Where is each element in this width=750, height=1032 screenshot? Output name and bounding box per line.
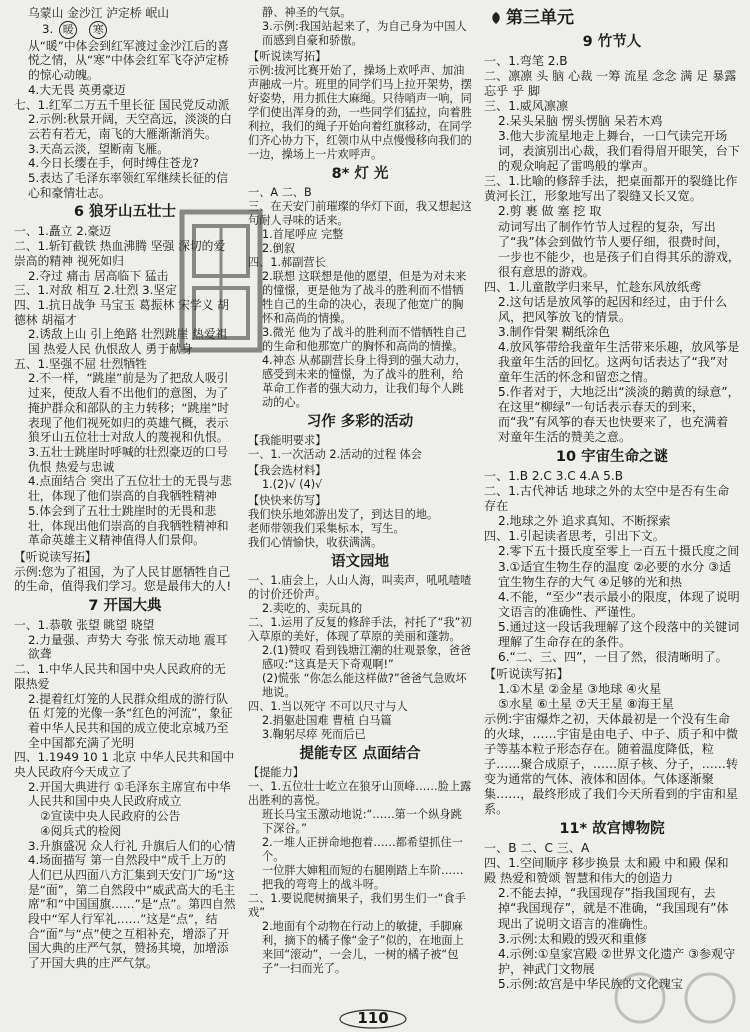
answer-line: 一、1.恭敬 张望 眺望 晓望	[14, 618, 155, 633]
answer-line: 2.呆头呆脑 愣头愣脑 呆若木鸡	[498, 114, 663, 129]
answer-line: 四、1.儿童散学归来早，忙趁东风放纸鸢	[484, 279, 702, 294]
answer-line: 3.微光 他为了战斗的胜利而不惜牺牲自己的生命和他那宽广的胸怀和高尚的情操。	[262, 326, 467, 353]
answer-line: 2.零下五十摄氏度至零上一百五十摄氏度之间	[498, 544, 740, 559]
circled-character: 暖	[59, 21, 77, 39]
subsection-label: 【提能力】	[248, 766, 304, 779]
answer-line: 6.“二、三、四”，一目了然，很清晰明了。	[498, 649, 728, 664]
answer-line: 1.(2)√ (4)√	[262, 478, 323, 491]
answer-line: 5.示例:故宫是中华民族的文化瑰宝	[498, 976, 683, 991]
answer-line: 2.倒叙	[262, 242, 296, 255]
answer-line: 示例:您为了祖国，为了人民甘愿牺牲自己的生命，值得我们学习。您是最伟大的人!	[14, 564, 232, 594]
answer-line: 2.诱敌上山 引上绝路 壮烈跳崖 热爱祖国 热爱人民 仇恨敌人 勇于献身	[28, 327, 228, 357]
unit-title: 第三单元	[506, 8, 574, 28]
answer-line: 1.首尾呼应 完整	[262, 228, 344, 241]
stamp-mark	[176, 206, 266, 356]
answer-line: 三、1.比喻的修辞手法，把桌面都开的裂缝比作黄河长江，形象地写出了裂缝又长又宽。	[484, 174, 738, 204]
answer-line: ④阅兵式的检阅	[40, 823, 122, 838]
circled-character: 寒	[89, 21, 107, 39]
answer-line: (2)慌张 “你怎么能这样做?”爸爸气急败坏地说。	[262, 672, 467, 699]
answer-line: 5.表达了毛泽东率领红军继续长征的信心和豪情壮志。	[28, 171, 229, 200]
right-column	[484, 6, 740, 992]
unit-heading	[484, 6, 740, 30]
answer-line: 老师带领我们采集标本，写生。	[248, 522, 405, 535]
answer-line: 2.不能去掉，“我国现存”指我国现有，去掉“我国现存”，就是不准确，“我国现有”体现出了说明文语言的准确性。	[498, 886, 729, 931]
subsection-label: 【听说读写拓】	[484, 666, 569, 681]
answer-line: 3.天高云淡，望断南飞雁。	[28, 141, 170, 156]
answer-line: 2.联想 这联想是他的愿望，但是为对未来的憧憬，更是他为了战斗的胜利而不惜牺牲自己的生命的决心，表现了他宽广的胸怀和高尚的情操。	[262, 270, 467, 325]
answer-line: 一、1.庙会上，人山人海，叫卖声，吼吼喳喳的讨价还价声。	[248, 574, 472, 601]
answer-line: 2.(1)赞叹 看到钱塘江潮的壮观景象，爸爸感叹:“这真是天下奇观啊!”	[262, 644, 472, 671]
answer-line: 2.示例:秋景开阔，天空高远，淡淡的白云若有若无，南飞的大雁渐渐消失。	[28, 112, 232, 141]
answer-line: 示例:宇宙爆炸之初，天体最初是一个没有生命的火球，……宇宙是由电子、中子、质子和中微子等基本粒子形态存在。随着温度降低，粒子……聚合成原子，……原子核、分子，……转变为通常的气体、液体和固体。气体逐渐聚集……，最终形成了我们今天所看到的宇宙和星系。	[484, 711, 738, 817]
answer-line: 2.卖吃的、卖玩具的	[262, 602, 363, 615]
answer-line: 1.①木星 ②金星 ③地球 ④火星	[498, 681, 662, 696]
answer-line: 二、1.要说爬树摘果子，我们男生们一“食手戏”	[248, 892, 466, 919]
answer-line: 我们快乐地郊游出发了，到达目的地。	[248, 508, 439, 521]
answer-line: 2.捐躯赴国难 曹植 白马篇	[262, 714, 392, 727]
answer-line: 四、1.引起读者思考，引出下文。	[484, 529, 665, 544]
answer-line: 我们心情愉快，收获满满。	[248, 536, 383, 549]
answer-line: 2.一堆人正拼命地抱着……都希望抓住一个。	[262, 836, 463, 863]
answer-line: 四、1.抗日战争 马宝玉 葛振林 宋学义 胡德林 胡福才	[14, 297, 230, 327]
section-title: 8* 灯 光	[331, 166, 389, 182]
answer-line: 二、凛凛 头 脑 心裁 一筹 流星 念念 满 足 暴露 忘乎 乎 脚	[484, 69, 737, 99]
item-number: 3.	[42, 21, 54, 36]
section-title: 6 狼牙山五壮士	[73, 204, 177, 221]
answer-line: 一、A 二、B	[248, 186, 312, 199]
answer-line: 一、1.五位壮士屹立在狼牙山顶峰……脸上露出胜利的喜悦。	[248, 780, 472, 807]
answer-line: 3.示例:我国站起来了，为自己身为中国人而感到自豪和骄傲。	[262, 20, 467, 47]
left-column	[14, 6, 236, 971]
answer-line: 二、1.斩钉截铁 热血沸腾 坚强 深切的爱 崇高的精神 视死如归	[14, 239, 226, 268]
section-title: 提能专区 点面结合	[299, 746, 421, 762]
answer-line: 4.神态 从郝副营长身上得到的强大动力，感受到未来的憧憬，为了战斗的胜利，给革命工作者的强大动力，让我们每个人跳动的心。	[262, 354, 467, 409]
answer-line: 一、1.矗立 2.豪迈	[14, 224, 112, 239]
section-title: 11* 故宫博物院	[559, 821, 665, 838]
answer-line: 4.今日长缨在手，何时缚住苍龙?	[28, 156, 199, 171]
answer-line: 动词写出了制作竹节人过程的复杂，写出了“我”体会到做竹节人要仔细，很费时间，一步也不能少，也是孩子们自得其乐的游戏，很有意思的游戏。	[498, 219, 740, 279]
answer-line: 一位胖大婶粗而短的右腿刚踏上车阶……把我的弯弯上的战斗呀。	[262, 864, 464, 891]
section-title: 7 开国大典	[88, 598, 162, 615]
answer-line: 四、1.空间顺序 移步换景 太和殿 中和殿 保和殿 热爱和赞颂 智慧和伟大的创造力	[484, 856, 729, 886]
answer-line: 2.这句话是放风筝的起因和经过，由于什么风，把风筝放飞的情景。	[498, 294, 728, 324]
answer-line: 2.夺过 痛击 居高临下 猛击	[28, 268, 169, 283]
answer-line: 三、1.对敌 相互 2.壮烈 3.坚定	[14, 283, 177, 298]
answer-line: ②宣读中央人民政府的公告	[40, 809, 181, 824]
answer-line: 2.提着红灯笼的人民群众组成的游行队伍 灯笼的光像一条“红色的河流”，象征着中华人民共和国的成立使北京城乃至全中国都充满了光明	[28, 691, 233, 750]
answer-line: 2.剪 裹 做 塞 挖 取	[498, 204, 602, 219]
subsection-label: 【我会选材料】	[248, 464, 327, 477]
answer-line: 二、1.中华人民共和国中央人民政府的无限热爱	[14, 662, 226, 691]
section-title: 10 宇宙生命之谜	[555, 449, 669, 466]
answer-line: 2.地面有个动物在行动上的敏捷，手脚麻利，摘下的橘子像“金子”似的，在地面上来回“滚动”，一会儿，一树的橘子被“包子”一扫而光了。	[262, 920, 464, 975]
answer-line: 4.点面结合 突出了五位壮士的无畏与悲壮，体现了他们崇高的自我牺牲精神	[28, 474, 232, 504]
answer-line: 3.示例:太和殿的毁灭和重修	[498, 931, 647, 946]
subsection-label: 【快快来仿写】	[248, 494, 327, 507]
middle-column	[248, 6, 472, 976]
answer-line: 一、1.B 2.C 3.C 4.A 5.B	[484, 469, 624, 484]
answer-line: 一、1.弯笔 2.B	[484, 54, 568, 68]
leaf-icon	[490, 11, 502, 25]
answer-line: 一、B 二、C 三、A	[484, 841, 590, 856]
answer-line: 2.力量强、声势大 夸张 惊天动地 震耳欲聋	[28, 632, 228, 662]
answer-line: 5.体会到了五壮士跳崖时的无畏和悲壮，体现出他们崇高的自我牺牲精神和革命英雄主义精神值得人们景仰。	[28, 503, 229, 548]
answer-line: 2.开国大典进行 ①毛泽东主席宣布中华人民共和国中央人民政府成立	[28, 779, 231, 809]
answer-line: 3.五壮士跳崖时呼喊的壮烈豪迈的口号 仇恨 热爱与忠诚	[28, 444, 229, 474]
answer-line: 4.大无畏 英勇豪迈	[28, 82, 126, 97]
answer-line: 3.他大步流星地走上舞台，一口气读完开场词，表演别出心裁，我们看得眉开眼笑，台下的观众响起了雷鸣般的掌声。	[498, 129, 740, 174]
page-number	[338, 1007, 408, 1029]
answer-line: 3.制作骨架 糊纸涂色	[498, 324, 611, 339]
answer-line: 4.示例:①皇家宫殿 ②世界文化遗产 ③参观守护，神武门文物展	[498, 946, 736, 976]
answer-line: 二、1.运用了反复的修辞手法，衬托了“我”初入草原的美好，体现了草原的美丽和蓬勃。	[248, 616, 472, 643]
answer-line: ⑤水星 ⑥土星 ⑦天王星 ⑧海王星	[498, 696, 674, 711]
answer-line: 3.鞠躬尽瘁 死而后已	[262, 728, 366, 741]
answer-line: 3.①适宜生物生存的温度 ②必要的水分 ③适宜生物生存的大气 ④足够的光和热	[498, 559, 732, 589]
section-title: 9 竹节人	[582, 34, 642, 50]
answer-line: 四、1.当以死守 不可以尺寸与人	[248, 700, 408, 713]
subsection-label: 【听说读写拓】	[14, 549, 97, 564]
answer-line: 四、1.1949 10 1 北京 中华人民共和国中央人民政府今天成立了	[14, 750, 235, 780]
answer-line: 七、1.红军二万五千里长征 国民党反动派	[14, 97, 230, 112]
answer-line: 4.放风筝带给我童年生活带来乐趣，放风筝是我童年生活的回忆。这两句话表达了“我”对童年生活的怀念和留恋之情。	[498, 339, 740, 384]
answer-line: 从“暖”中体会到红军渡过金沙江后的喜悦之情，从“寒”中体会红军飞夺泸定桥的惊心动魄。	[28, 38, 229, 83]
answer-line: 静、神圣的气氛。	[262, 6, 352, 19]
circled-answer-row	[14, 21, 236, 39]
answer-line: 班长马宝玉激动地说:“……第一个纵身跳下深谷。”	[262, 808, 462, 835]
answer-line: 5.通过这一段话我理解了这个段落中的关键词理解了生命存在的条件。	[498, 619, 740, 649]
answer-line: 三、在天安门前璀璨的华灯下面，我又想起这句耐人寻味的话来。	[248, 200, 472, 227]
subsection-label: 【我能明要求】	[248, 434, 327, 447]
subsection-label: 【听说读写拓】	[248, 50, 327, 63]
answer-line: 四、1.郝副营长	[248, 256, 326, 269]
answer-line: 3.升旗盛况 众人行礼 升旗后人们的心情	[28, 838, 236, 853]
answer-line: 五、1.坚强不屈 壮烈牺牲	[14, 356, 147, 371]
section-title: 语文园地	[331, 554, 389, 570]
answer-line: 乌蒙山 金沙江 泸定桥 岷山	[28, 6, 170, 20]
watermark-logo	[610, 968, 740, 1028]
answer-line: 二、1.古代神话 地球之外的太空中是否有生命存在	[484, 484, 730, 514]
answer-line: 4.不能，“至少”表示最小的限度，体现了说明文语言的准确性、严谨性。	[498, 589, 740, 619]
answer-line: 4.场面描写 第一自然段中“成千上万的人们已从四面八方汇集到天安门广场”这是“面”，第二自然段中“威武高大的毛主席”和“中国国旗……”是“点”。第四自然段中“军人行军礼……”这是“点”，结合“面”与“点”使之互相补充，增添了开国大典的庄严气氛，赞扬其境，加增添了开国大典的庄严气氛。	[28, 853, 236, 971]
section-title: 习作 多彩的活动	[306, 414, 414, 430]
answer-line: 2.地球之外 追求真知、不断探索	[498, 514, 671, 529]
answer-line: 2.不一样，“跳崖”前是为了把敌人吸引过来，使敌人看不出他们的意图，为了掩护群众和部队的主力转移；“跳崖”时表现了他们视死如归的英雄气概，表示狼牙山五位壮士对敌人的蔑视和仇恨。	[28, 371, 229, 445]
page-number-text: 110	[357, 1009, 389, 1027]
answer-line: 5.作者对于，大地泛出“淡淡的鹅黄的绿意”，在这里“柳绿”一句话表示春天的到来，而“我”有风筝的春天也快要来了，也充满着对童年生活的赞美之意。	[498, 385, 740, 445]
answer-line: 三、1.威风凛凛	[484, 99, 569, 114]
answer-line: 一、1.一次活动 2.活动的过程 体会	[248, 448, 422, 461]
answer-line: 示例:拔河比赛开始了，操场上欢呼声、加油声融成一片。班里的同学们马上拉开架势，摆好姿势，用力抓住大麻绳。只待哨声一响，同学们使出浑身的劲，一些同学们猛拉，向着胜利拉，我们的绳子开始向着红旗移动，在同学们齐心协力下，红领巾从中点慢慢移向我们的一边，操场上一片欢呼声。	[248, 64, 472, 161]
